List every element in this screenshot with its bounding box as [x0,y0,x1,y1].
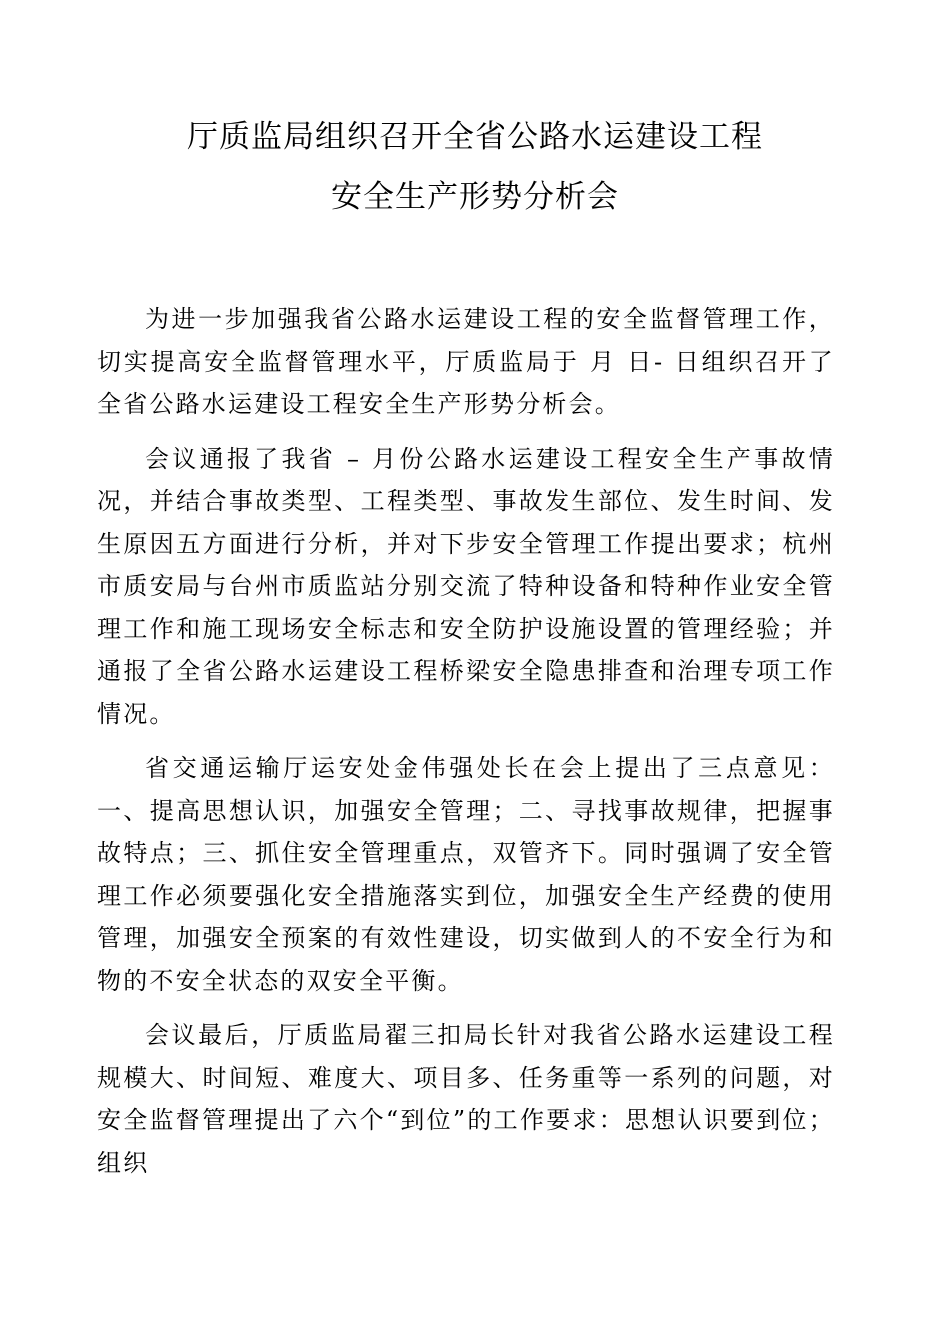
document-title-line-2: 安全生产形势分析会 [331,179,619,215]
document-body [97,298,835,1196]
document-title-line-1: 厅质监局组织召开全省公路水运建设工程 [187,119,763,155]
paragraph-1: 为进一步加强我省公路水运建设工程的安全监督管理工作，切实提高安全监督管理水平，厅质监局于 月 日- 日组织召开了全省公路水运建设工程安全生产形势分析会。 [97,305,835,418]
paragraph-2: 会议通报了我省 – 月份公路水运建设工程安全生产事故情况，并结合事故类型、工程类型、事故发生部位、发生时间、发生原因五方面进行分析，并对下步安全管理工作提出要求；杭州市质安局与台州市质监站分别交流了特种设备和特种作业安全管理工作和施工现场安全标志和安全防护设施设置的管理经验；并通报了全省公路水运建设工程桥梁安全隐患排查和治理专项工作情况。 [97,444,835,728]
paragraph-3: 省交通运输厅运安处金伟强处长在会上提出了三点意见：一、提高思想认识，加强安全管理；二、寻找事故规律，把握事故特点；三、抓住安全管理重点，双管齐下。同时强调了安全管理工作必须要强化安全措施落实到位，加强安全生产经费的使用管理，加强安全预案的有效性建设，切实做到人的不安全行为和物的不安全状态的双安全平衡。 [97,754,835,995]
paragraph-4: 会议最后，厅质监局翟三扣局长针对我省公路水运建设工程规模大、时间短、难度大、项目多、任务重等一系列的问题，对安全监督管理提出了六个“到位”的工作要求：思想认识要到位；组织 [97,1021,835,1177]
